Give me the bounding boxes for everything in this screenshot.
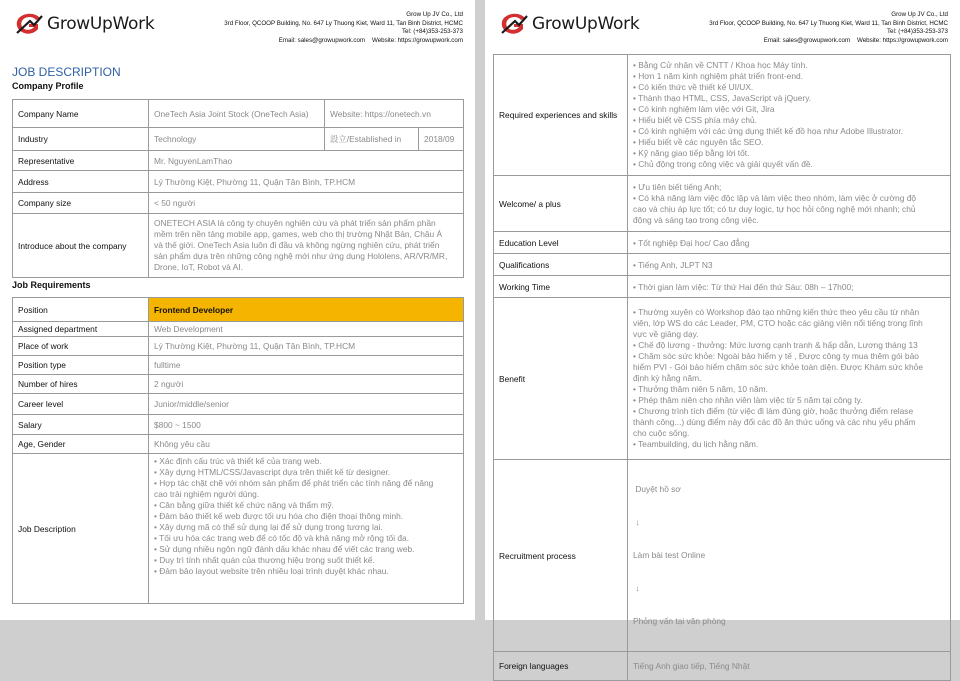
table-row <box>13 375 464 394</box>
table-row <box>13 394 464 415</box>
jd-line: • Hợp tác chặt chẽ với nhóm sản phẩm để phát triển các tính năng để nâng <box>154 478 434 488</box>
benefit-line: hiểm PVI - Gói bảo hiểm chăm sóc sức khỏe toàn diện. Được Khám sức khỏe <box>633 362 923 372</box>
required-line: • Kỹ năng giao tiếp bằng lời tốt. <box>633 148 750 158</box>
required-line: • Chủ động trong công việc và giải quyết vấn đề. <box>633 159 813 169</box>
industry-value: Technology <box>149 128 325 151</box>
table-row <box>494 652 951 681</box>
welcome-line: • Ưu tiên biết tiếng Anh; <box>633 181 722 192</box>
document-page-2 <box>485 0 960 671</box>
place-label: Place of work <box>13 337 149 356</box>
growupwork-logo-icon <box>499 12 529 36</box>
jd-line: • Cân bằng giữa thiết kế chức năng và thẩm mỹ. <box>154 500 334 510</box>
required-line: • Có kiến thức về thiết kế UI/UX. <box>633 82 754 92</box>
age-gender-value: Không yêu cầu <box>149 435 464 454</box>
company-profile-heading: Company Profile <box>12 81 84 91</box>
jd-line: • Tối ưu hóa các trang web để có tốc độ và khả năng mở rộng tối đa. <box>154 533 410 543</box>
jd-line: • Xây dựng mã có thể sử dụng lại để sử dụng trong tương lai. <box>154 522 383 532</box>
position-type-value: fulltime <box>149 356 464 375</box>
down-arrow-icon: ↓ <box>633 583 640 593</box>
contact-address: 3rd Floor, QCOOP Building, No. 647 Ly Thuong Kiet, Ward 11, Tan Binh District, HCMC <box>709 19 948 27</box>
required-line: • Thành thạo HTML, CSS, JavaScript và jQuery. <box>633 93 812 103</box>
table-row <box>13 100 464 128</box>
jd-line: • Đảm bảo thiết kế web được tối ưu hóa cho điện thoại thông minh. <box>154 511 404 521</box>
career-level-label: Career level <box>13 394 149 415</box>
company-name-value: OneTech Asia Joint Stock (OneTech Asia) <box>149 100 325 128</box>
required-line: • Bằng Cử nhân về CNTT / Khoa học Máy tính. <box>633 60 808 70</box>
position-label: Position <box>13 298 149 322</box>
recruitment-step: Duyệt hồ sơ <box>633 484 681 494</box>
contact-block <box>224 11 463 45</box>
company-name-label: Company Name <box>13 100 149 128</box>
benefit-line: viên, lớp WS do các Leader, PM, CTO hoặc các giảng viên nổi tiếng trong lĩnh <box>633 318 923 328</box>
contact-email-web: Email: sales@growupwork.com Website: https://growupwork.com <box>278 36 463 44</box>
job-requirements-table <box>12 297 464 604</box>
recruitment-step: Làm bài test Online <box>633 550 706 560</box>
welcome-line: • Có khả năng làm việc độc lập và làm việc theo nhóm, làm việc ở cường độ <box>633 192 917 203</box>
age-gender-label: Age, Gender <box>13 435 149 454</box>
brand-logo <box>499 12 639 36</box>
introduce-line: ONETECH ASIA là công ty chuyên nghiên cứu và phát triển sản phẩm phần <box>154 218 436 228</box>
required-skills-value <box>628 55 951 176</box>
table-row <box>494 276 951 298</box>
hires-label: Number of hires <box>13 375 149 394</box>
jd-line: • Xây dựng HTML/CSS/Javascript dựa trên thiết kế từ designer. <box>154 467 391 477</box>
contact-tel: Tel: (+84)353-253-373 <box>886 28 948 36</box>
welcome-value <box>628 176 951 232</box>
representative-label: Representative <box>13 151 149 171</box>
jd-line: • Đảm bảo layout website trên nhiều loại trình duyệt khác nhau. <box>154 566 389 576</box>
industry-label: Industry <box>13 128 149 151</box>
page-header <box>485 0 960 52</box>
department-value: Web Development <box>149 322 464 337</box>
benefit-line: • Thưởng thâm niên 5 năm, 10 năm. <box>633 384 768 394</box>
required-skills-label: Required experiences and skills <box>494 55 628 176</box>
table-row <box>13 415 464 435</box>
recruitment-step: Phỏng vấn tại văn phòng <box>633 616 726 626</box>
benefit-value <box>628 298 951 460</box>
growupwork-logo-icon <box>14 12 44 36</box>
table-row <box>494 298 951 460</box>
welcome-line: cao và chịu áp lực tốt; có tư duy logic, tự học hỏi công nghệ mới nhanh; chủ <box>633 203 916 214</box>
benefit-line: • Thường xuyên có Workshop đào tạo những kiến thức theo yêu cầu từ nhân <box>633 307 920 317</box>
table-row <box>13 193 464 214</box>
benefit-label: Benefit <box>494 298 628 460</box>
address-value: Lý Thường Kiệt, Phường 11, Quận Tân Bình, TP.HCM <box>149 171 464 193</box>
foreign-languages-value: Tiếng Anh giao tiếp, Tiếng Nhật <box>628 652 951 681</box>
job-requirements-heading: Job Requirements <box>12 280 91 290</box>
down-arrow-icon: ↓ <box>633 517 640 527</box>
table-row <box>13 214 464 278</box>
contact-address: 3rd Floor, QCOOP Building, No. 647 Ly Thuong Kiet, Ward 11, Tan Binh District, HCMC <box>224 19 463 27</box>
required-line: • Có kinh nghiệm làm việc với Git, Jira <box>633 104 775 114</box>
representative-value: Mr. NguyenLamThao <box>149 151 464 171</box>
document-title: JOB DESCRIPTION <box>12 65 121 79</box>
job-description-label: Job Description <box>13 454 149 604</box>
benefit-line: vực về giảng dạy. <box>633 329 699 339</box>
recruitment-value <box>628 460 951 652</box>
table-row <box>13 356 464 375</box>
table-row <box>13 298 464 322</box>
table-row <box>13 171 464 193</box>
education-value: • Tốt nghiệp Đại học/ Cao đẳng <box>628 232 951 254</box>
benefit-line: • Phép thâm niên cho nhân viên làm việc từ 5 năm tại công ty. <box>633 395 863 405</box>
recruitment-label: Recruitment process <box>494 460 628 652</box>
hires-value: 2 người <box>149 375 464 394</box>
table-row <box>494 254 951 276</box>
table-row <box>13 322 464 337</box>
brand-name: GrowUpWork <box>47 14 155 34</box>
table-row <box>494 55 951 176</box>
foreign-languages-label: Foreign languages <box>494 652 628 681</box>
company-size-label: Company size <box>13 193 149 214</box>
welcome-label: Welcome/ a plus <box>494 176 628 232</box>
document-page-1 <box>0 0 475 620</box>
department-label: Assigned department <box>13 322 149 337</box>
table-row <box>13 337 464 356</box>
page-header <box>0 0 475 52</box>
salary-label: Salary <box>13 415 149 435</box>
established-label: 設立/Established in <box>325 128 419 151</box>
company-website: Website: https://onetech.vn <box>325 100 464 128</box>
benefit-line: cho cuộc sống. <box>633 428 690 438</box>
introduce-line: và thế giới. OneTech Asia luôn đi đầu và không ngừng nghiên cứu, phát triển <box>154 240 440 250</box>
jd-line: • Xác định cấu trúc và thiết kế của trang web. <box>154 456 322 466</box>
job-details-table <box>493 54 951 681</box>
job-description-value <box>149 454 464 604</box>
place-value: Lý Thường Kiệt, Phường 11, Quận Tân Bình, TP.HCM <box>149 337 464 356</box>
jd-line: cao trải nghiệm người dùng. <box>154 489 260 499</box>
table-row <box>13 454 464 604</box>
position-value: Frontend Developer <box>149 298 464 322</box>
introduce-line: Drone, IoT, Robot và AI. <box>154 262 243 272</box>
working-time-label: Working Time <box>494 276 628 298</box>
salary-value: $800 ~ 1500 <box>149 415 464 435</box>
career-level-value: Junior/middle/senior <box>149 394 464 415</box>
contact-company: Grow Up JV Co., Ltd <box>891 11 948 18</box>
benefit-line: • Chế độ lương - thưởng: Mức lương cạnh tranh & hấp dẫn, Lương tháng 13 <box>633 340 918 350</box>
required-line: • Hiểu biết về CSS phía máy chủ. <box>633 115 757 125</box>
required-line: • Hiểu biết về các nguyên tắc SEO. <box>633 137 764 147</box>
education-label: Education Level <box>494 232 628 254</box>
introduce-label: Introduce about the company <box>13 214 149 278</box>
table-row <box>13 435 464 454</box>
address-label: Address <box>13 171 149 193</box>
introduce-line: sản phẩm dựa trên những công nghệ mới như ứng dụng Hololens, AR/VR/MR, <box>154 251 448 261</box>
benefit-line: định kỳ hằng năm. <box>633 373 702 383</box>
jd-line: • Sử dụng nhiều ngôn ngữ đánh dấu khác nhau để viết các trang web. <box>154 544 415 554</box>
contact-email-web: Email: sales@growupwork.com Website: https://growupwork.com <box>763 36 948 44</box>
introduce-line: mềm trên nền tảng mobile app, games, web cho thị trường Nhật Bản, Châu Á <box>154 229 443 239</box>
working-time-value: • Thời gian làm việc: Từ thứ Hai đến thứ Sáu: 08h – 17h00; <box>628 276 951 298</box>
company-profile-table <box>12 99 464 278</box>
table-row <box>494 460 951 652</box>
benefit-line: • Teambuilding, du lịch hằng năm. <box>633 439 759 449</box>
contact-tel: Tel: (+84)353-253-373 <box>401 28 463 36</box>
table-row <box>494 232 951 254</box>
table-row <box>13 128 464 151</box>
table-row <box>494 176 951 232</box>
introduce-value <box>149 214 464 278</box>
benefit-line: • Chăm sóc sức khỏe: Ngoài bảo hiểm y tế , Được công ty mua thêm gói bảo <box>633 351 919 361</box>
contact-company: Grow Up JV Co., Ltd <box>406 11 463 18</box>
brand-name: GrowUpWork <box>532 14 640 34</box>
required-line: • Có kinh nghiệm với các ứng dụng thiết kế đồ họa như Adobe Illustrator. <box>633 126 904 136</box>
brand-logo <box>14 12 154 36</box>
welcome-line: động và sáng tạo trong công việc. <box>633 214 759 225</box>
benefit-line: thành công...) dùng điểm này đổi các đồ ăn thức uống và các nhu yếu phẩm <box>633 417 916 427</box>
position-type-label: Position type <box>13 356 149 375</box>
table-row <box>13 151 464 171</box>
company-size-value: < 50 người <box>149 193 464 214</box>
qualifications-label: Qualifications <box>494 254 628 276</box>
jd-line: • Duy trì tính nhất quán của thương hiệu trong suốt thiết kế. <box>154 555 375 565</box>
benefit-line: • Chương trình tích điểm (từ việc đi làm đúng giờ, hoặc thưởng điểm relase <box>633 406 914 416</box>
established-value: 2018/09 <box>419 128 464 151</box>
required-line: • Hơn 1 năm kinh nghiệm phát triển front-end. <box>633 71 803 81</box>
qualifications-value: • Tiếng Anh, JLPT N3 <box>628 254 951 276</box>
contact-block <box>709 11 948 45</box>
